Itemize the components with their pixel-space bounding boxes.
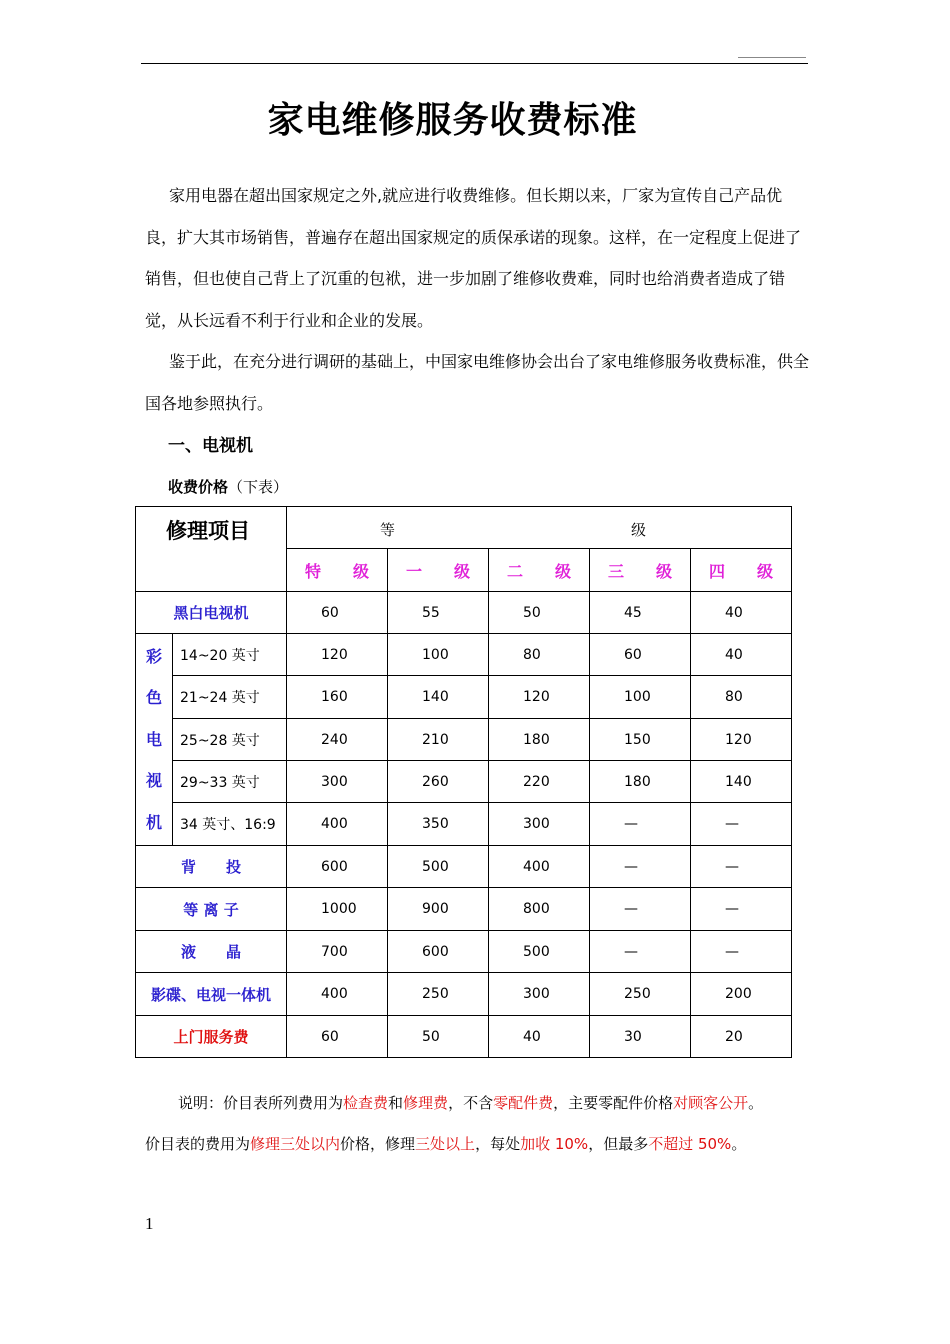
cell-value: 120 <box>691 719 792 761</box>
cell-value: 30 <box>590 1016 691 1058</box>
color-tv-label <box>136 634 173 846</box>
cell-value: — <box>590 803 691 846</box>
note-segment: ，不含 <box>448 1094 494 1112</box>
cell-value: 1000 <box>287 888 388 931</box>
note-segment-red: 修理费 <box>403 1094 449 1112</box>
cell-value: 240 <box>287 719 388 761</box>
cell-value: 210 <box>388 719 489 761</box>
section-heading: 一、电视机 <box>168 436 253 456</box>
table-row <box>136 803 792 846</box>
cell-value: 180 <box>489 719 590 761</box>
note-segment: 价格，修理 <box>340 1135 416 1153</box>
cell-value: 220 <box>489 761 590 803</box>
color-tv-char: 色 <box>145 688 162 708</box>
cell-value: 500 <box>388 846 489 888</box>
fee-table <box>135 506 792 1058</box>
grade-2: 二 级 <box>489 549 590 592</box>
note-line-2 <box>145 1124 815 1165</box>
color-tv-char: 电 <box>145 729 162 749</box>
note-segment: 。 <box>748 1094 764 1112</box>
cell-value: 300 <box>489 973 590 1016</box>
table-caption-rest: （下表） <box>228 478 289 496</box>
cell-value: 250 <box>590 973 691 1016</box>
size-label: 21~24 英寸 <box>173 676 287 719</box>
cell-value: 80 <box>691 676 792 719</box>
table-row <box>136 931 792 973</box>
note-segment-red: 三处以上 <box>415 1135 476 1153</box>
cell-value: — <box>691 888 792 931</box>
size-label: 14~20 英寸 <box>173 634 287 676</box>
cell-value: — <box>691 846 792 888</box>
table-row <box>136 634 792 676</box>
cell-value: 180 <box>590 761 691 803</box>
cell-value: 600 <box>388 931 489 973</box>
note-segment: 。 <box>731 1135 747 1153</box>
cell-value: 40 <box>691 592 792 634</box>
cell-value: 900 <box>388 888 489 931</box>
color-tv-char: 彩 <box>145 646 162 666</box>
cell-value: 60 <box>287 592 388 634</box>
note-segment-red: 修理三处以内 <box>250 1135 341 1153</box>
header-rule <box>141 63 808 64</box>
row-label: 液 晶 <box>136 931 287 973</box>
note-line-1 <box>145 1083 815 1124</box>
cell-value: 160 <box>287 676 388 719</box>
cell-value: 100 <box>590 676 691 719</box>
size-label: 34 英寸、16:9 <box>173 803 287 846</box>
size-label: 25~28 英寸 <box>173 719 287 761</box>
table-row <box>136 676 792 719</box>
cell-value: 50 <box>388 1016 489 1058</box>
cell-value: 350 <box>388 803 489 846</box>
grade-header <box>287 507 792 549</box>
note-segment: 和 <box>388 1094 404 1112</box>
table-row <box>136 592 792 634</box>
note-segment: ，主要零配件价格 <box>553 1094 674 1112</box>
table-caption-bold: 收费价格 <box>168 478 229 496</box>
grade-special: 特 级 <box>287 549 388 592</box>
cell-value: 140 <box>691 761 792 803</box>
row-label: 背 投 <box>136 846 287 888</box>
note-segment-red: 零配件费 <box>493 1094 554 1112</box>
note-segment-red: 加收 10% <box>520 1135 589 1153</box>
cell-value: 250 <box>388 973 489 1016</box>
cell-value: — <box>590 888 691 931</box>
table-row <box>136 846 792 888</box>
table-row <box>136 973 792 1016</box>
grade-3: 三 级 <box>590 549 691 592</box>
cell-value: — <box>590 931 691 973</box>
repair-item-header: 修理项目 <box>136 507 287 592</box>
cell-value: 700 <box>287 931 388 973</box>
cell-value: — <box>691 931 792 973</box>
cell-value: 120 <box>287 634 388 676</box>
cell-value: 300 <box>287 761 388 803</box>
page-number: 1 <box>145 1214 154 1233</box>
cell-value: 400 <box>287 803 388 846</box>
cell-value: 60 <box>287 1016 388 1058</box>
cell-value: 140 <box>388 676 489 719</box>
grade-1: 一 级 <box>388 549 489 592</box>
page-title: 家电维修服务收费标准 <box>267 100 638 141</box>
note-segment: 说明：价目表所列费用为 <box>178 1094 344 1112</box>
header-mark <box>738 57 806 58</box>
row-label: 黑白电视机 <box>136 592 287 634</box>
note-segment: ，但最多 <box>588 1135 649 1153</box>
cell-value: 800 <box>489 888 590 931</box>
intro-paragraph: 家用电器在超出国家规定之外,就应进行收费维修。但长期以来，厂家为宣传自己产品优良，扩大其市场销售，普遍存在超出国家规定的质保承诺的现象。这样，在一定程度上促进了销售，但也使自己背上了沉重的包袱，进一步加剧了维修收费难，同时也给消费者造成了错觉，从长远看不利于行业和企业的发展。 <box>145 186 802 330</box>
cell-value: 50 <box>489 592 590 634</box>
note-segment-red: 不超过 50% <box>648 1135 732 1153</box>
cell-value: 20 <box>691 1016 792 1058</box>
cell-value: 260 <box>388 761 489 803</box>
cell-value: 100 <box>388 634 489 676</box>
cell-value: 120 <box>489 676 590 719</box>
color-tv-char: 视 <box>145 771 162 791</box>
note-segment: 价目表的费用为 <box>145 1135 251 1153</box>
cell-value: 300 <box>489 803 590 846</box>
cell-value: 400 <box>489 846 590 888</box>
cell-value: — <box>590 846 691 888</box>
cell-value: 500 <box>489 931 590 973</box>
grade-header-left: 等 <box>380 521 396 539</box>
cell-value: 55 <box>388 592 489 634</box>
cell-value: 200 <box>691 973 792 1016</box>
table-row <box>136 761 792 803</box>
cell-value: 400 <box>287 973 388 1016</box>
grade-header-right: 级 <box>631 521 647 539</box>
size-label: 29~33 英寸 <box>173 761 287 803</box>
color-tv-char: 机 <box>145 812 162 832</box>
cell-value: 40 <box>489 1016 590 1058</box>
cell-value: 150 <box>590 719 691 761</box>
row-label: 上门服务费 <box>136 1016 287 1058</box>
note-segment: ，每处 <box>475 1135 521 1153</box>
note-segment-red: 对顾客公开 <box>673 1094 749 1112</box>
cell-value: 80 <box>489 634 590 676</box>
table-row <box>136 1016 792 1058</box>
table-row <box>136 888 792 931</box>
cell-value: 40 <box>691 634 792 676</box>
cell-value: 600 <box>287 846 388 888</box>
row-label: 影碟、电视一体机 <box>136 973 287 1016</box>
cell-value: 60 <box>590 634 691 676</box>
table-caption <box>168 476 288 497</box>
cell-value: 45 <box>590 592 691 634</box>
grade-4: 四 级 <box>691 549 792 592</box>
policy-paragraph: 鉴于此，在充分进行调研的基础上，中国家电维修协会出台了家电维修服务收费标准，供全国各地参照执行。 <box>145 352 810 413</box>
cell-value: — <box>691 803 792 846</box>
table-row <box>136 719 792 761</box>
note-segment-red: 检查费 <box>343 1094 389 1112</box>
row-label: 等 离 子 <box>136 888 287 931</box>
